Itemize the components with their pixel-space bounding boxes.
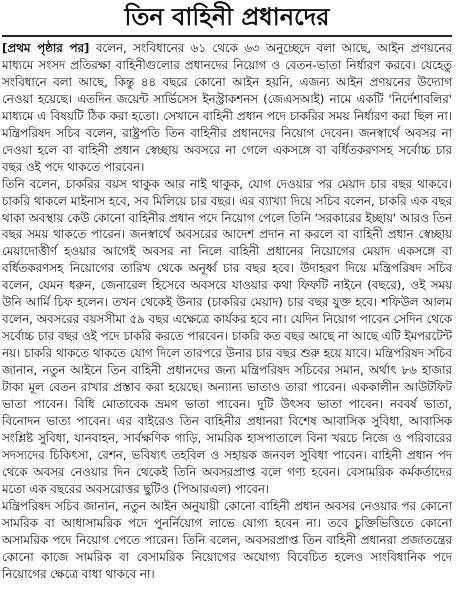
article-headline: তিন বাহিনী প্রধানদের bbox=[124, 3, 330, 31]
headline-rule bbox=[2, 35, 452, 37]
article-paragraph-1 bbox=[2, 40, 452, 176]
continuation-lead: [প্রথম পৃষ্ঠার পর] bbox=[2, 41, 90, 55]
article-paragraph-2: তিনি বলেন, চাকরির বয়স থাকুক আর নাই থাকুক, যোগ দেওয়ার পর মেয়াদ চার বছর থাকবে। চাকরি থাকলে মাইনাস হবে, সব মিলিয়ে চার বছর। এর ব্যাখ্যা দিয়ে সচিব বলেন, চাকরি এক বছর থাকা অবস্থায় কেউ কোনো বাহিনীর প্রধান পদে নিয়োগ পেলে তিনি 'সরকারের ইচ্ছায়' আরও তিন বছর সময় থাকতে পারেন। জনস্বার্থে অবসরের আদেশ প্রদান না করলে বা বাহিনী প্রধান স্বেচ্ছায় মেয়াদোত্তীর্ণ হওয়ার আগেই অবসর না নিলে বাহিনী প্রধানের নিয়োগের মেয়াদ একসঙ্গে বা বর্ধিতকরণসহ নিয়োগের তারিখ থেকে অনূর্ধ্ব চার বছর হবে। উদাহরণ দিয়ে মন্ত্রিপরিষদ সচিব বলেন, যেমন ধরুন, জেনারেল হিসেবে অবসরে যাওয়ার কথা ফিফটি নাইনে (বছরে), ওই সময় উনি আর্মি চিফ হলেন। তখন থেকেই উনার (চাকরির মেয়াদ) চার বছর যুক্ত হবে। শফিউল আলম বলেন, অবসরের বয়সসীমা ৫৯ বছর এক্ষেত্রে কার্যকর হবে না। যেদিন নিয়োগ পাবেন সেদিন থেকে সর্বোচ্চ চার বছর ওই পদে চাকরি করতে পারবেন। চাকরি কত বছর আছে না আছে এটি ইমপরটেন্ট নয়। চাকরি থাকতে থাকতে যোগ দিলে তারপরে উনার চার বছর শুরু হয়ে যাবে। মন্ত্রিপরিষদ সচিব জানান, নতুন আইনে তিন বাহিনী প্রধানদের জন্য মন্ত্রিপরিষদ সচিবের সমান, অর্থাৎ ৮৬ হাজার টাকা মূল বেতন রাখার প্রস্তাব করা হয়েছে। অন্যান্য ভাতাও তারা পাবেন। এককালীন আউটফিট ভাতা পাবেন। বিধি মোতাবেক ভ্রমণ ভাতা পাবেন। দুটি উৎসব ভাতা পাবেন। নববর্ষ ভাতা, বিনোদন ভাতা পাবেন। এর বাইরেও তিন বাহিনীর প্রধানরা বিশেষ আবাসিক সুবিধা, আবাসিক সংশ্লিষ্ট সুবিধা, যানবাহন, সার্বক্ষণিক গাড়ি, সামরিক হাসপাতালে বিনা খরচে নিজে ও পরিবারের সদস্যদের চিকিৎসা, রেশন, ভবিষ্যৎ তহবিল ও সহায়ক জনবল সুবিধা পাবেন। বাহিনী প্রধান পদ থেকে অবসর নেওয়ার দিন থেকেই তিনি অবসরপ্রাপ্ত বলে গণ্য হবেন। বেসামরিক কর্মকর্তাদের মতো এক বছরের অবসরোত্তর ছুটিও (পিআরএল) পাবেন। bbox=[2, 176, 452, 496]
article-paragraph-3: মন্ত্রিপরিষদ সচিব জানান, নতুন আইন অনুযায়ী কোনো বাহিনী প্রধান অবসর নেওয়ার পর কোনো সামরিক বা আধাসামরিক পদে পুনর্নিয়োগ লাভে যোগ্য হবেন না। তবে চুক্তিভিত্তিতে কোনো অসামরিক পদে নিয়োগ পেতে পারেন। তিনি বলেন, অবসরপ্রাপ্ত তিন বাহিনী প্রধানরা প্রজাতন্ত্রের কোনো কাজে সামরিক বা বেসামরিক নিয়োগের অযোগ্য বিবেচিত হলেও সাংবিধানিক পদে নিয়োগের ক্ষেত্রে বাধা থাকবে না। bbox=[2, 498, 452, 581]
paragraph-1-text: বলেন, সংবিধানের ৬১ থেকে ৬৩ অনুচ্ছেদে বলা আছে, আইন প্রণয়নের মাধ্যমে সংসদ প্রতিরক্ষা বাহিনীগুলোর প্রধানদের নিয়োগ ও বেতন-ভাতা নির্ধারণ করবে। যেহেতু সংবিধানে বলা আছে, কিন্তু ৪৪ বছরে কোনো আইন হয়নি, এজন্য আইন প্রণয়নের উদ্যোগ নেওয়া হয়েছে। এতদিন জয়েন্ট সার্ভিসেস ইনস্ট্রাকশনস (জেএসআই) নামে একটি 'নির্দেশাবলির' মাধ্যমে এ বিষয়টি ঠিক করা হতো। সেখানে বাহিনী প্রধান পদে চাকরির সময় নির্ধারণ করা ছিল না। মন্ত্রিপরিষদ সচিব বলেন, রাষ্ট্রপতি তিন বাহিনীর প্রধানদের নিয়োগ দেবেন। জনস্বার্থে অবসর না দেওয়া হলে বা বাহিনী প্রধান স্বেচ্ছায় অবসরে না গেলে একসঙ্গে বা বর্ধিতকরণসহ সর্বোচ্চ চার বছর ওই পদে থাকতে পারবেন। bbox=[2, 41, 453, 174]
article-body bbox=[2, 40, 452, 583]
